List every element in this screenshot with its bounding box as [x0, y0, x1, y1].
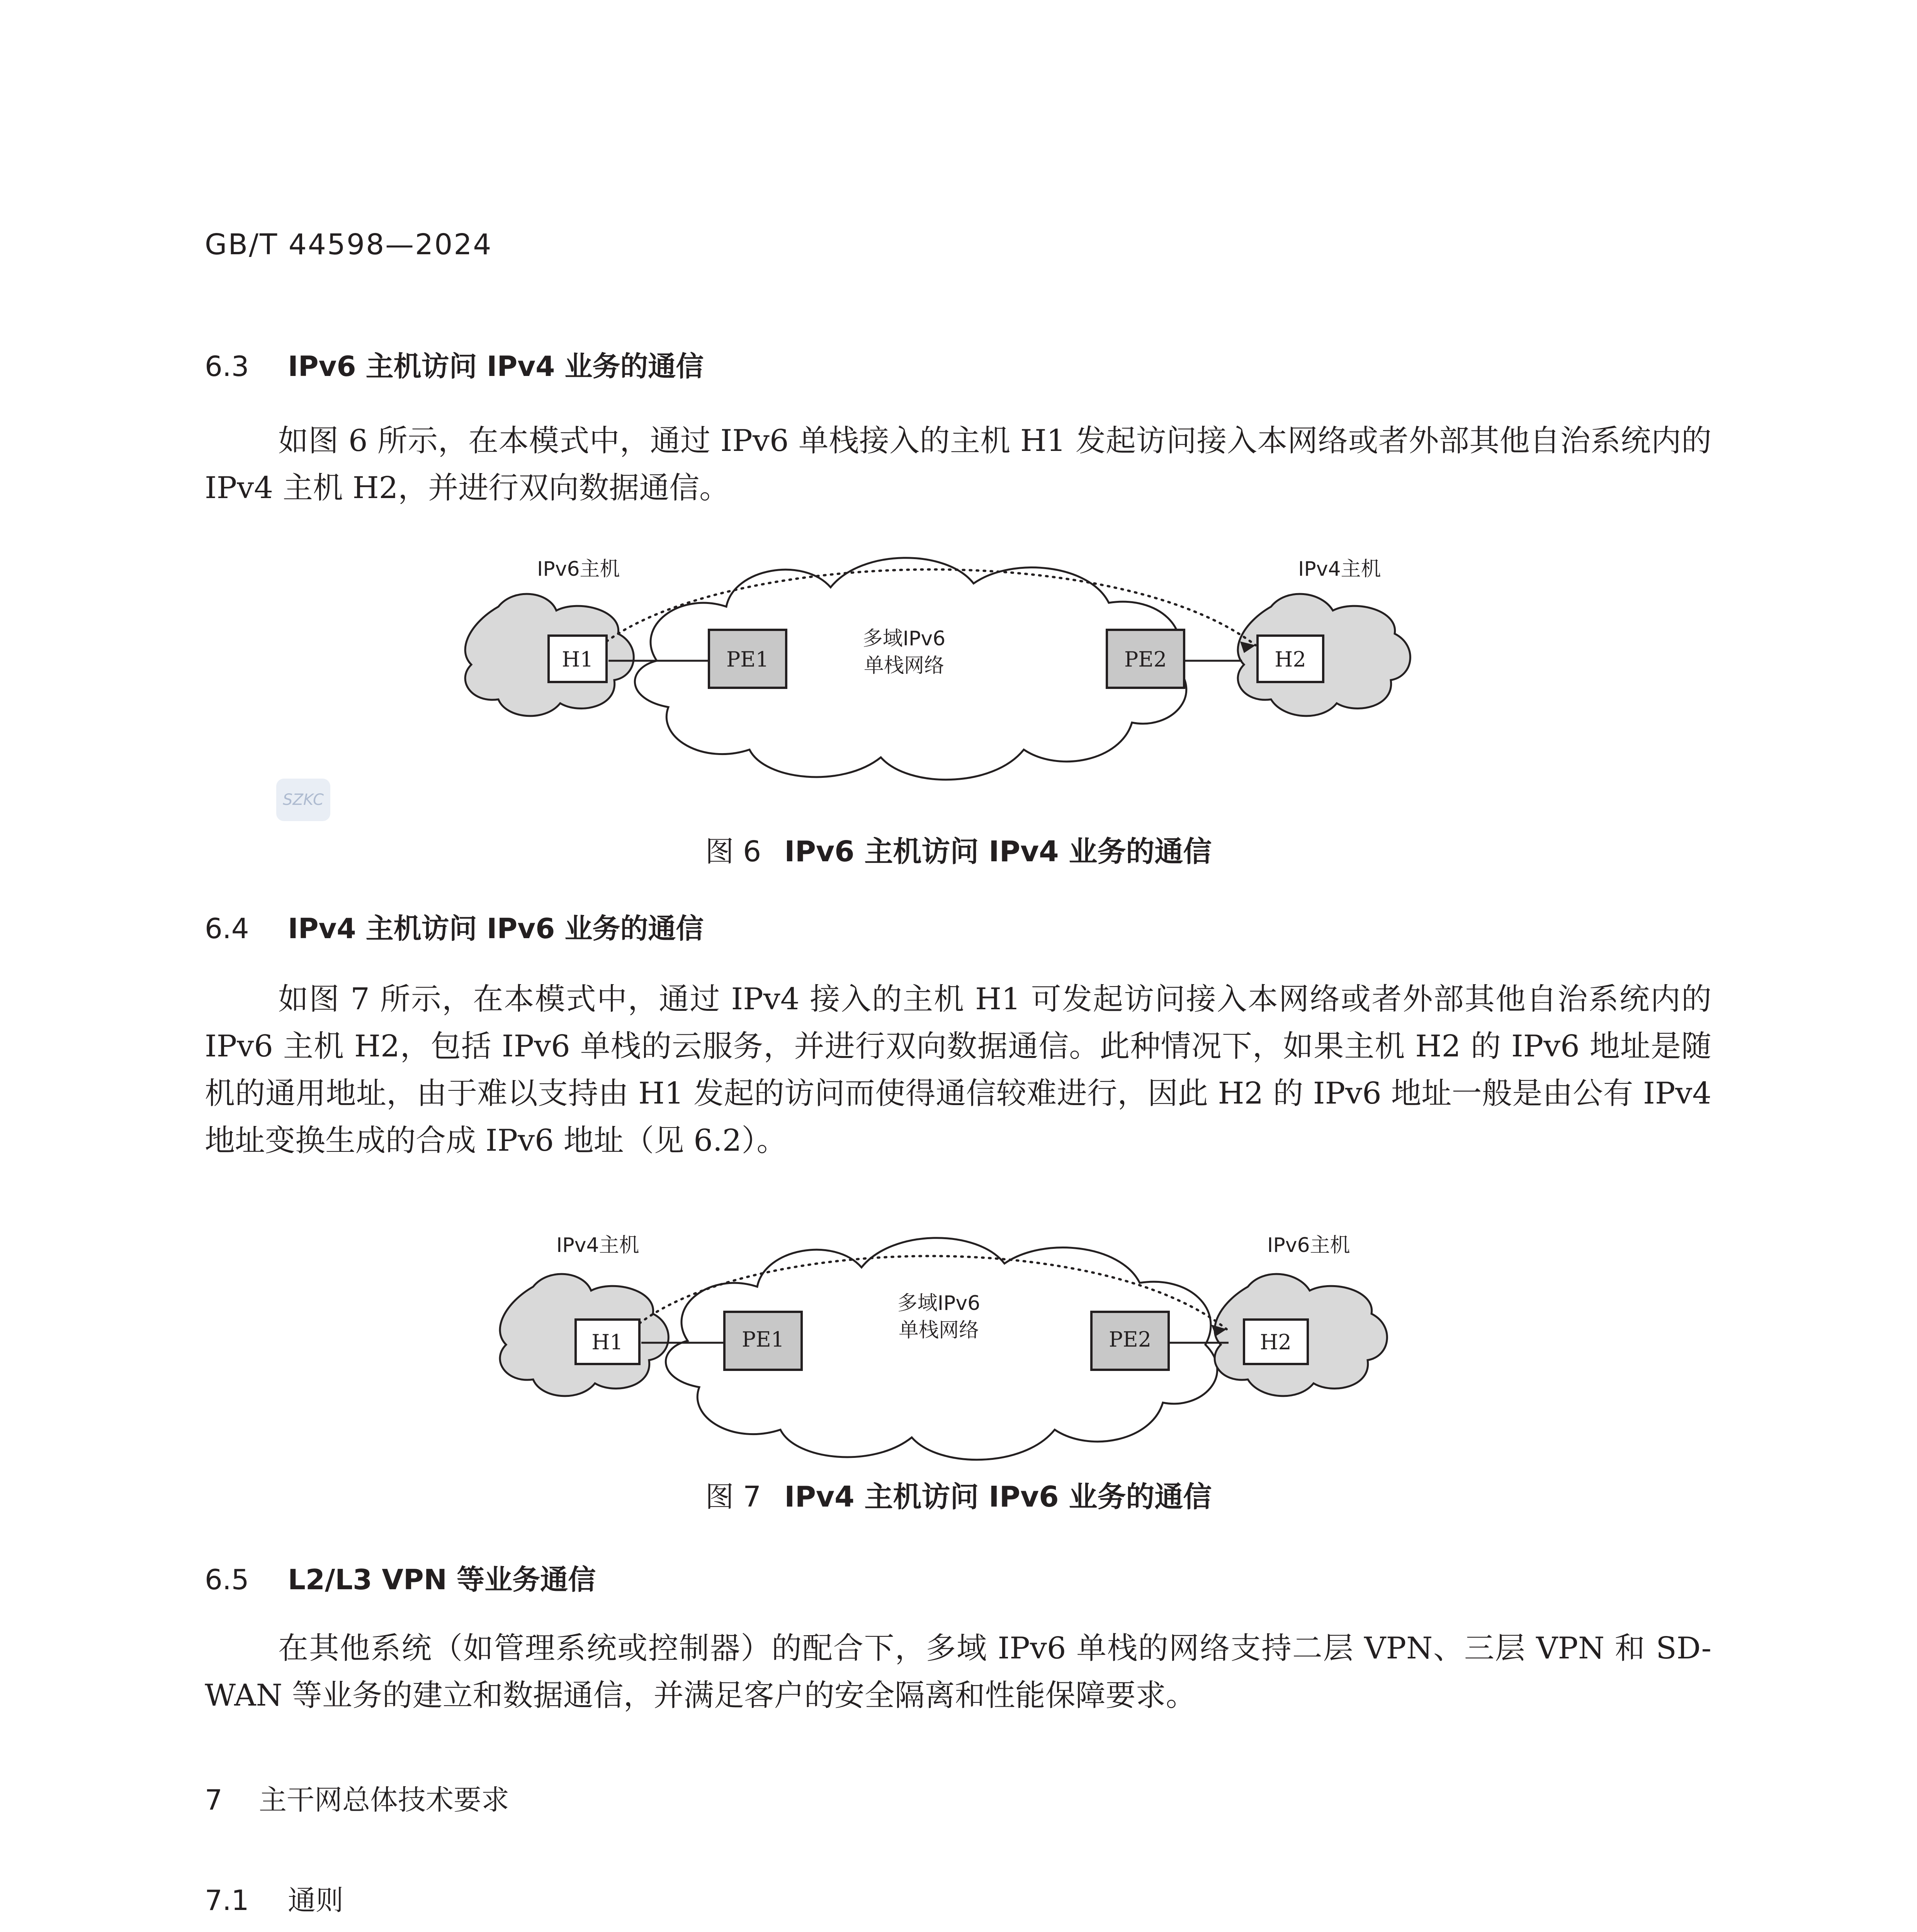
section-title: IPv4 主机访问 IPv6 业务的通信 [288, 912, 704, 945]
figure-number: 图 6 [705, 835, 761, 868]
cloud-label-line2: 单栈网络 [898, 1319, 979, 1342]
section-title: 主干网总体技术要求 [259, 1784, 510, 1816]
section-6-3-heading [205, 344, 704, 384]
figure-title: IPv6 主机访问 IPv4 业务的通信 [784, 835, 1212, 868]
pe1-label: PE1 [741, 1327, 785, 1352]
section-7-1-heading [205, 1878, 343, 1918]
section-number: 6.5 [205, 1563, 249, 1596]
section-6-5-heading [205, 1557, 596, 1597]
cloud-label-line2: 单栈网络 [863, 654, 945, 677]
right-host-label: IPv4主机 [1298, 558, 1381, 581]
figure-number: 图 7 [705, 1480, 761, 1514]
h1-label: H1 [591, 1330, 623, 1354]
section-6-4-heading [205, 906, 704, 946]
h1-label: H1 [562, 647, 593, 672]
paragraph: 在其他系统（如管理系统或控制器）的配合下，多域 IPv6 单栈的网络支持二层 VPN、三层 VPN 和 SD-WAN 等业务的建立和数据通信，并满足客户的安全隔离和性能保障要求。 [205, 1631, 1711, 1713]
section-6-3-body [205, 417, 1711, 512]
pe1-label: PE1 [726, 647, 769, 672]
cloud-label-line1: 多域IPv6 [862, 627, 946, 650]
section-6-4-body [205, 976, 1711, 1164]
figure-6-diagram [0, 533, 1917, 804]
pe2-label: PE2 [1124, 647, 1167, 672]
section-title: 通则 [288, 1884, 344, 1917]
section-number: 7 [205, 1784, 223, 1816]
figure-7-diagram [0, 1213, 1917, 1484]
section-number: 6.4 [205, 912, 249, 945]
section-7-heading [205, 1777, 509, 1818]
h2-label: H2 [1275, 647, 1306, 672]
left-host-label: IPv6主机 [537, 558, 620, 581]
watermark-logo: SZKC [276, 779, 330, 821]
section-6-5-body [205, 1625, 1711, 1719]
figure-title: IPv4 主机访问 IPv6 业务的通信 [784, 1480, 1212, 1514]
section-title: IPv6 主机访问 IPv4 业务的通信 [288, 350, 704, 383]
section-number: 6.3 [205, 350, 249, 383]
paragraph: 如图 7 所示，在本模式中，通过 IPv4 接入的主机 H1 可发起访问接入本网络或者外部其他自治系统内的 IPv6 主机 H2，包括 IPv6 单栈的云服务，并进行双向数据通信。此种情况下，如果主机 H2 的 IPv6 地址是随机的通用地址，由于难以支持由 H1 发起的访问而使得通信较难进行，因此 H2 的 IPv6 地址一般是由公有 IPv4 地址变换生成的合成 IPv6 地址（见 6.2）。 [205, 982, 1711, 1158]
paragraph: 如图 6 所示，在本模式中，通过 IPv6 单栈接入的主机 H1 发起访问接入本网络或者外部其他自治系统内的 IPv4 主机 H2，并进行双向数据通信。 [205, 423, 1711, 505]
h2-label: H2 [1260, 1330, 1292, 1354]
cloud-label-line1: 多域IPv6 [897, 1292, 981, 1315]
figure-6-caption [0, 829, 1917, 870]
left-host-label: IPv4主机 [556, 1234, 639, 1257]
section-title: L2/L3 VPN 等业务通信 [288, 1563, 596, 1596]
pe2-label: PE2 [1108, 1327, 1152, 1352]
section-number: 7.1 [205, 1884, 249, 1917]
standard-id: GB/T 44598—2024 [205, 228, 493, 261]
figure-7-caption [0, 1474, 1917, 1515]
right-host-label: IPv6主机 [1267, 1234, 1350, 1257]
